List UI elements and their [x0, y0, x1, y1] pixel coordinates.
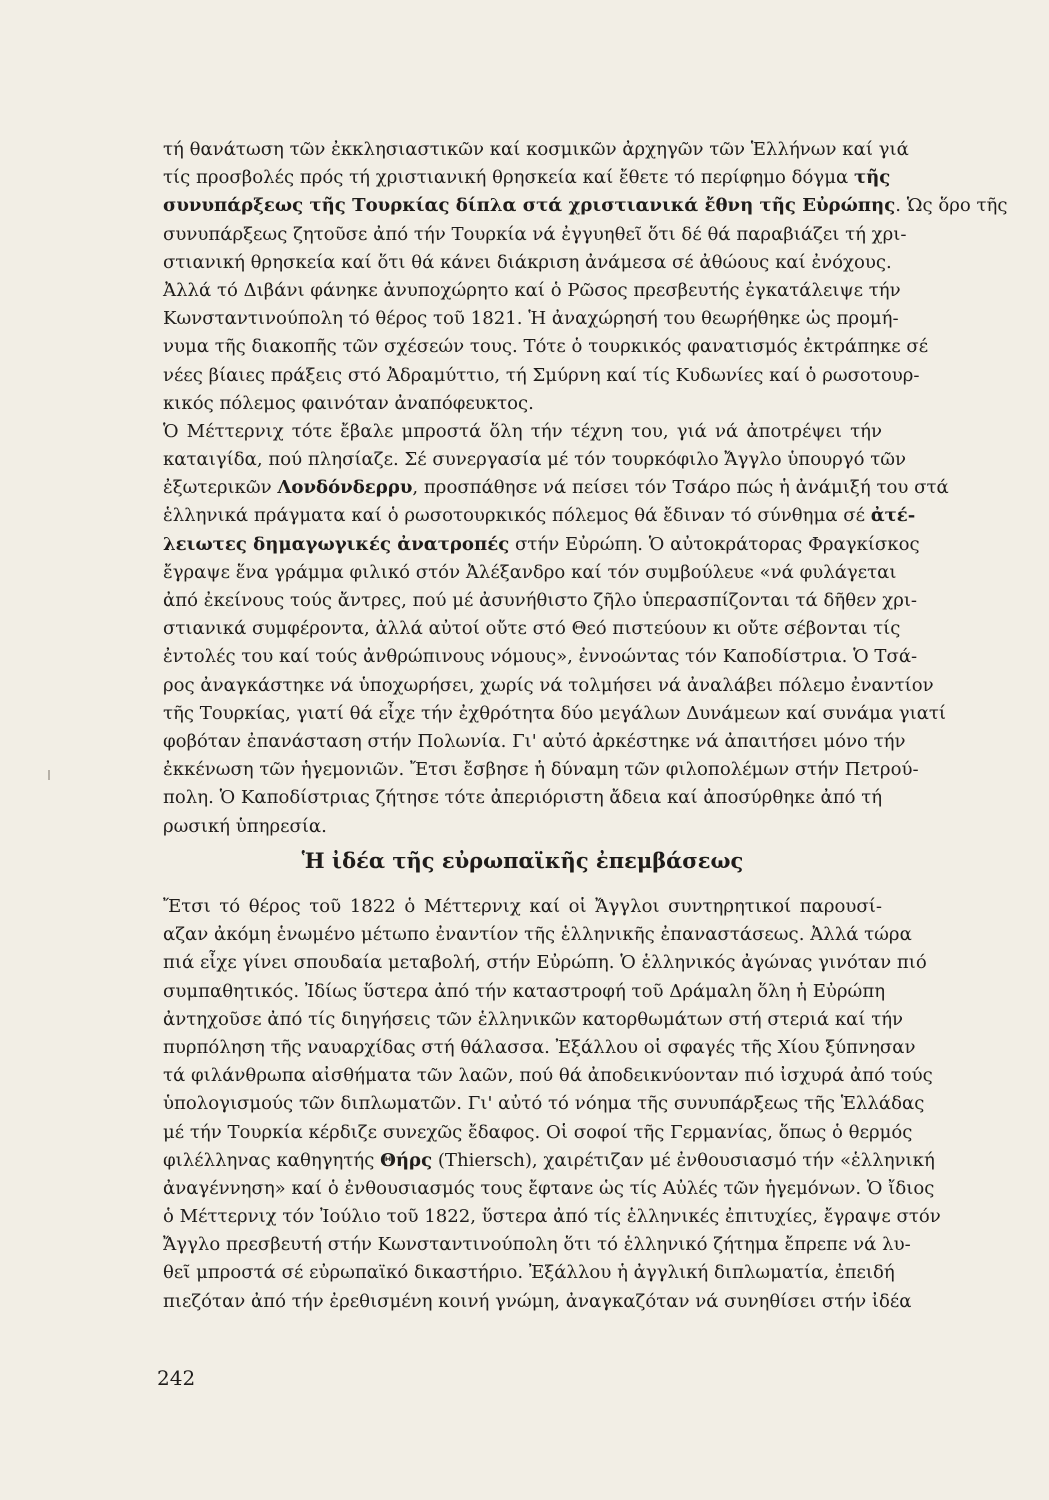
section-heading: Ἡ ἰδέα τῆς εὐρωπαϊκῆς ἐπεμβάσεως — [301, 848, 744, 873]
text-line: πυρπόληση τῆς ναυαρχίδας στή θάλασσα. Ἐξάλλου οἱ σφαγές τῆς Χίου ξύπνησαν — [163, 1036, 916, 1058]
text-line: στιανική θρησκεία καί ὅτι θά κάνει διάκριση ἀνάμεσα σέ ἀθώους καί ἐνόχους. — [163, 251, 892, 273]
text-line: νέες βίαιες πράξεις στό Ἀδραμύττιο, τή Σμύρνη καί τίς Κυδωνίες καί ὁ ρωσοτουρ- — [163, 364, 920, 386]
text-line: αζαν ἀκόμη ἑνωμένο μέτωπο ἐναντίον τῆς ἑλληνικῆς ἐπαναστάσεως. Ἀλλά τώρα — [163, 924, 912, 946]
text-line: συνυπάρξεως τῆς Τουρκίας δίπλα στά χριστιανικά ἔθνη τῆς Εὐρώπης. Ὡς ὅρο τῆς — [163, 195, 1008, 217]
text-line: φοβόταν ἐπανάσταση στήν Πολωνία. Γι' αὐτό ἀρκέστηκε νά ἀπαιτήσει μόνο τήν — [163, 730, 906, 752]
text-line: λειωτες δημαγωγικές ἀνατροπές στήν Εὐρώπη. Ὁ αὐτοκράτορας Φραγκίσκος — [163, 533, 920, 555]
text-line: ρωσική ὑπηρεσία. — [163, 815, 327, 837]
text-line: φιλέλληνας καθηγητής Θήρς (Thiersch), χαιρέτιζαν μέ ἐνθουσιασμό τήν «ἑλληνική — [163, 1149, 935, 1171]
text-line: ἑλληνικά πράγματα καί ὁ ρωσοτουρκικός πόλεμος θά ἔδιναν τό σύνθημα σέ ἀτέ- — [163, 505, 916, 527]
text-line: τά φιλάνθρωπα αἰσθήματα τῶν λαῶν, πού θά ἀποδεικνύονταν πιό ἰσχυρά ἀπό τούς — [163, 1065, 933, 1087]
text-line: τῆς Τουρκίας, γιατί θά εἶχε τήν ἐχθρότητα δύο μεγάλων Δυνάμεων καί συνάμα γιατί — [163, 702, 947, 724]
text-line: θεῖ μπροστά σέ εὐρωπαϊκό δικαστήριο. Ἐξάλλου ἡ ἀγγλική διπλωματία, ἐπειδή — [163, 1262, 895, 1284]
text-line: ὁ Μέττερνιχ τόν Ἰούλιο τοῦ 1822, ὕστερα ἀπό τίς ἑλληνικές ἐπιτυχίες, ἔγραψε στόν — [163, 1206, 941, 1228]
text-line: συνυπάρξεως ζητοῦσε ἀπό τήν Τουρκία νά ἐγγυηθεῖ ὅτι δέ θά παραβιάζει τή χρι- — [163, 223, 907, 245]
text-line: Κωνσταντινούπολη τό θέρος τοῦ 1821. Ἡ ἀναχώρησή του θεωρήθηκε ὡς προμή- — [163, 308, 899, 330]
text-line: μέ τήν Τουρκία κέρδιζε συνεχῶς ἔδαφος. Οἱ σοφοί τῆς Γερμανίας, ὅπως ὁ θερμός — [163, 1121, 913, 1143]
text-line: καταιγίδα, πού πλησίαζε. Σέ συνεργασία μέ τόν τουρκόφιλο Ἄγγλο ὑπουργό τῶν — [163, 449, 907, 471]
text-line: στιανικά συμφέροντα, ἀλλά αὐτοί οὔτε στό Θεό πιστεύουν κι οὔτε σέβονται τίς — [163, 618, 901, 640]
main-text-lower — [163, 893, 941, 1316]
text-line: ρος ἀναγκάστηκε νά ὑποχωρήσει, χωρίς νά τολμήσει νά ἀναλάβει πόλεμο ἐναντίον — [163, 674, 934, 696]
text-line: ὑπολογισμούς τῶν διπλωματῶν. Γι' αὐτό τό νόημα τῆς συνυπάρξεως τῆς Ἑλλάδας — [163, 1093, 925, 1115]
page-number: 242 — [157, 1366, 196, 1390]
text-line: ἐντολές του καί τούς ἀνθρώπινους νόμους», ἐννοώντας τόν Καποδίστρια. Ὁ Τσά- — [163, 646, 918, 668]
text-line: ἔγραψε ἕνα γράμμα φιλικό στόν Ἀλέξανδρο καί τόν συμβούλευε «νά φυλάγεται — [163, 561, 897, 583]
text-line: πολη. Ὁ Καποδίστριας ζήτησε τότε ἀπεριόριστη ἄδεια καί ἀποσύρθηκε ἀπό τή — [163, 787, 883, 809]
main-text-upper — [163, 136, 1008, 841]
text-line: τή θανάτωση τῶν ἐκκλησιαστικῶν καί κοσμικῶν ἀρχηγῶν τῶν Ἑλλήνων καί γιά — [163, 139, 909, 160]
text-line: Ἀλλά τό Διβάνι φάνηκε ἀνυποχώρητο καί ὁ Ρῶσος πρεσβευτής ἐγκατάλειψε τήν — [163, 279, 901, 301]
text-line: συμπαθητικός. Ἰδίως ὕστερα ἀπό τήν καταστροφή τοῦ Δράμαλη ὅλη ἡ Εὐρώπη — [163, 980, 886, 1002]
text-line: τίς προσβολές πρός τή χριστιανική θρησκεία καί ἔθετε τό περίφημο δόγμα τῆς — [163, 167, 891, 189]
text-line: ἐκκένωση τῶν ἡγεμονιῶν. Ἔτσι ἔσβησε ἡ δύναμη τῶν φιλοπολέμων στήν Πετρού- — [163, 759, 919, 781]
margin-mark — [48, 770, 50, 780]
text-line: νυμα τῆς διακοπῆς τῶν σχέσεών τους. Τότε ὁ τουρκικός φανατισμός ἐκτράπηκε σέ — [163, 336, 929, 358]
text-line: Ὁ Μέττερνιχ τότε ἔβαλε μπροστά ὅλη τήν τέχνη του, γιά νά ἀποτρέψει τήν — [163, 420, 882, 442]
text-line: ἀντηχοῦσε ἀπό τίς διηγήσεις τῶν ἑλληνικῶν κατορθωμάτων στή στεριά καί τήν — [163, 1008, 904, 1030]
text-line: Ἄγγλο πρεσβευτή στήν Κωνσταντινούπολη ὅτι τό ἑλληνικό ζήτημα ἔπρεπε νά λυ- — [163, 1234, 911, 1256]
text-line: πιεζόταν ἀπό τήν ἐρεθισμένη κοινή γνώμη, ἀναγκαζόταν νά συνηθίσει στήν ἰδέα — [163, 1290, 912, 1312]
text-line: ἀναγέννηση» καί ὁ ἐνθουσιασμός τους ἔφτανε ὡς τίς Αὐλές τῶν ἡγεμόνων. Ὁ ἴδιος — [163, 1177, 935, 1199]
text-line: ἀπό ἐκείνους τούς ἄντρες, πού μέ ἀσυνήθιστο ζῆλο ὑπερασπίζονται τά δῆθεν χρι- — [163, 590, 918, 611]
text-line: Ἔτσι τό θέρος τοῦ 1822 ὁ Μέττερνιχ καί οἱ Ἄγγλοι συντηρητικοί παρουσί- — [163, 896, 882, 917]
text-line: πιά εἶχε γίνει σπουδαία μεταβολή, στήν Εὐρώπη. Ὁ ἑλληνικός ἀγώνας γινόταν πιό — [163, 952, 927, 974]
text-line: ἐξωτερικῶν Λονδόνδερρυ, προσπάθησε νά πείσει τόν Τσάρο πώς ἡ ἀνάμιξή του στά — [163, 477, 949, 499]
text-line: κικός πόλεμος φαινόταν ἀναπόφευκτος. — [163, 392, 534, 414]
